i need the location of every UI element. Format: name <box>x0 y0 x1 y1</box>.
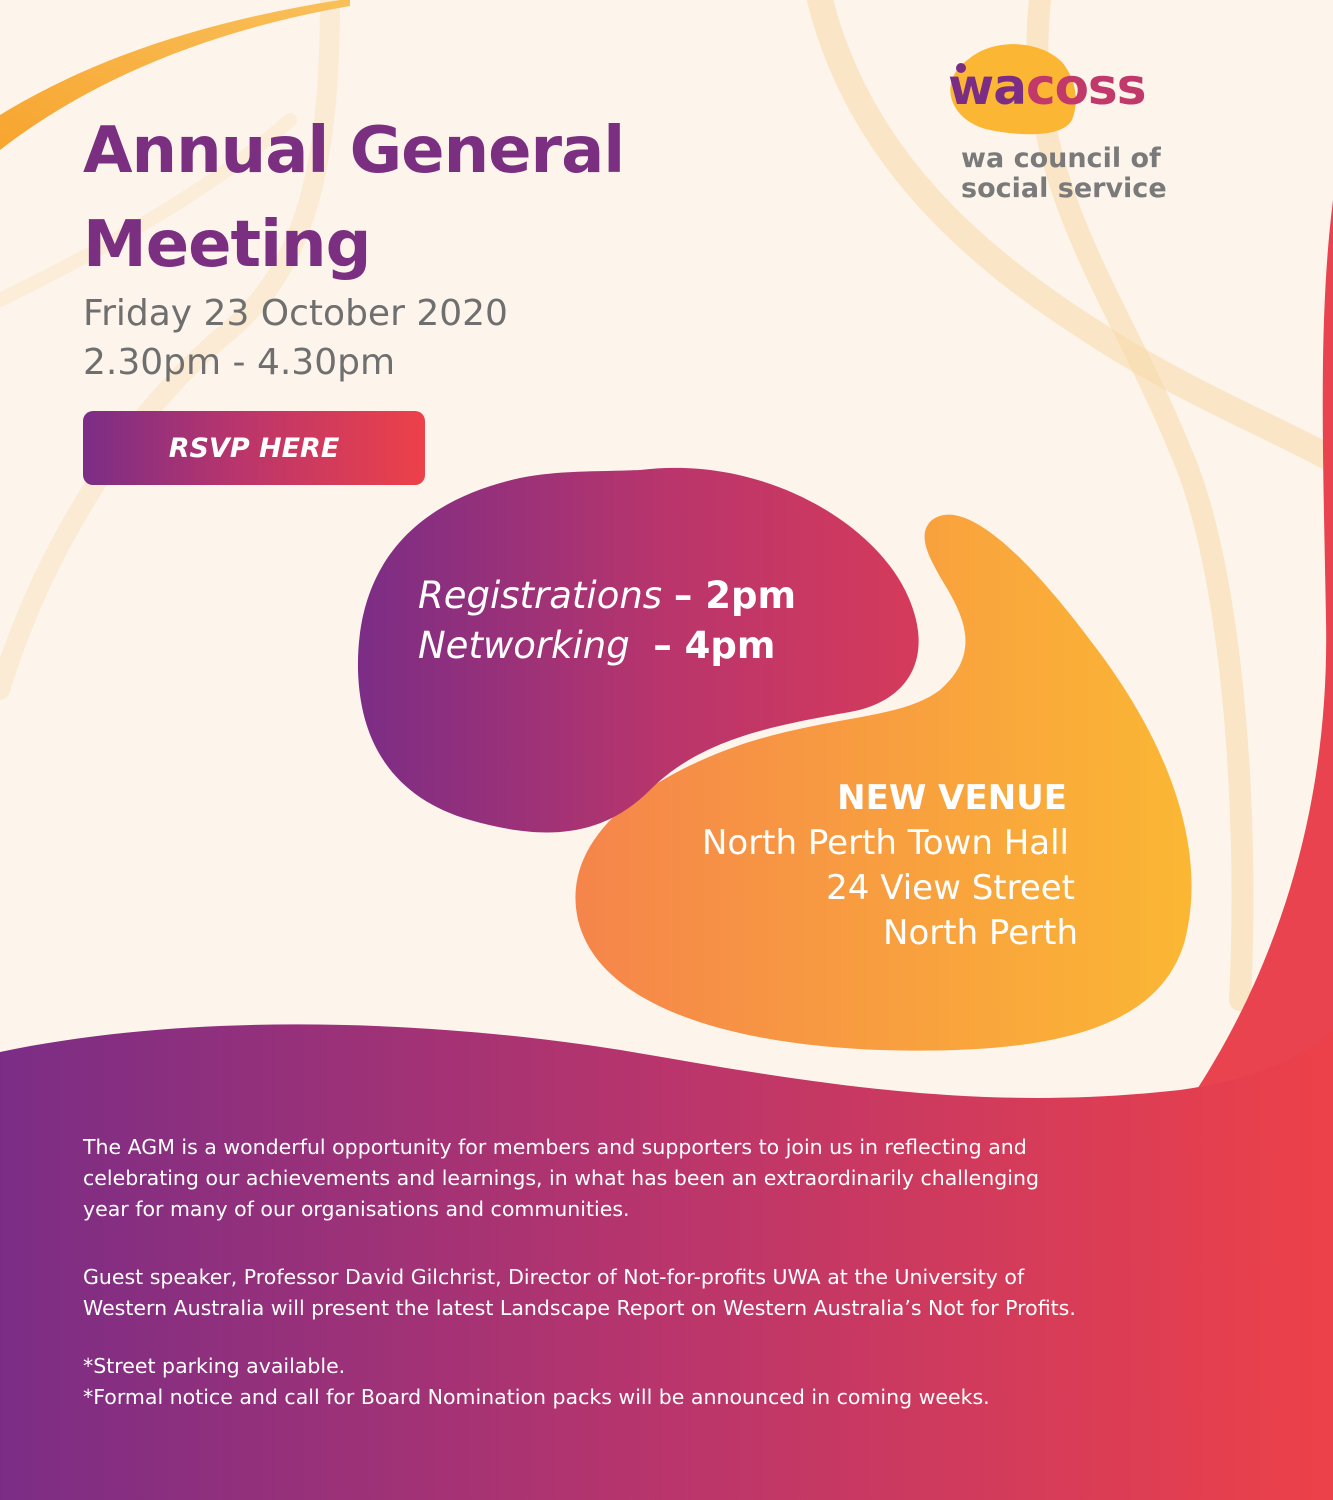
venue-suburb: North Perth <box>883 913 1078 953</box>
logo-subtitle-line1: wa council of <box>961 143 1161 174</box>
venue-heading: NEW VENUE <box>837 778 1067 818</box>
venue-name: North Perth Town Hall <box>701 823 1069 863</box>
event-time: 2.30pm - 4.30pm <box>83 342 396 383</box>
title-line2: Meeting <box>83 208 371 282</box>
description-line: The AGM is a wonderful opportunity for members and supporters to join us in reflecting and <box>83 1135 1027 1159</box>
notes <box>83 1351 1163 1413</box>
rsvp-label: RSVP HERE <box>168 432 340 464</box>
right-red-band <box>1190 200 1333 1100</box>
note-board-nomination: *Formal notice and call for Board Nomination packs will be announced in coming weeks. <box>83 1385 990 1409</box>
schedule-item-registrations <box>418 571 796 621</box>
title-line1: Annual General <box>83 114 625 188</box>
logo-wa: wa <box>948 58 1026 116</box>
logo-subtitle-line2: social service <box>961 173 1167 204</box>
rsvp-button[interactable] <box>83 411 425 485</box>
event-date: Friday 23 October 2020 <box>83 293 508 334</box>
description-line: Western Australia will present the latest Landscape Report on Western Australia’s Not for Profits. <box>83 1296 1076 1320</box>
description-line: Guest speaker, Professor David Gilchrist, Director of Not-for-profits UWA at the University of <box>83 1265 1025 1289</box>
description-paragraph-1 <box>83 1132 1163 1225</box>
description-line: celebrating our achievements and learnings, in what has been an extraordinarily challenging <box>83 1166 1039 1190</box>
schedule-label: Registrations <box>418 574 663 617</box>
schedule-time: – 4pm <box>653 624 776 667</box>
description-line: year for many of our organisations and communities. <box>83 1197 630 1221</box>
wacoss-logo <box>948 58 1145 116</box>
logo-subtitle <box>961 144 1167 204</box>
note-parking: *Street parking available. <box>83 1354 346 1378</box>
schedule-label: Networking <box>418 624 642 667</box>
schedule-time: – 2pm <box>673 574 796 617</box>
page-title <box>83 104 624 292</box>
description-paragraph-2 <box>83 1262 1163 1324</box>
schedule-item-networking <box>418 621 775 671</box>
venue-street: 24 View Street <box>826 868 1075 908</box>
logo-coss: coss <box>1025 58 1146 116</box>
